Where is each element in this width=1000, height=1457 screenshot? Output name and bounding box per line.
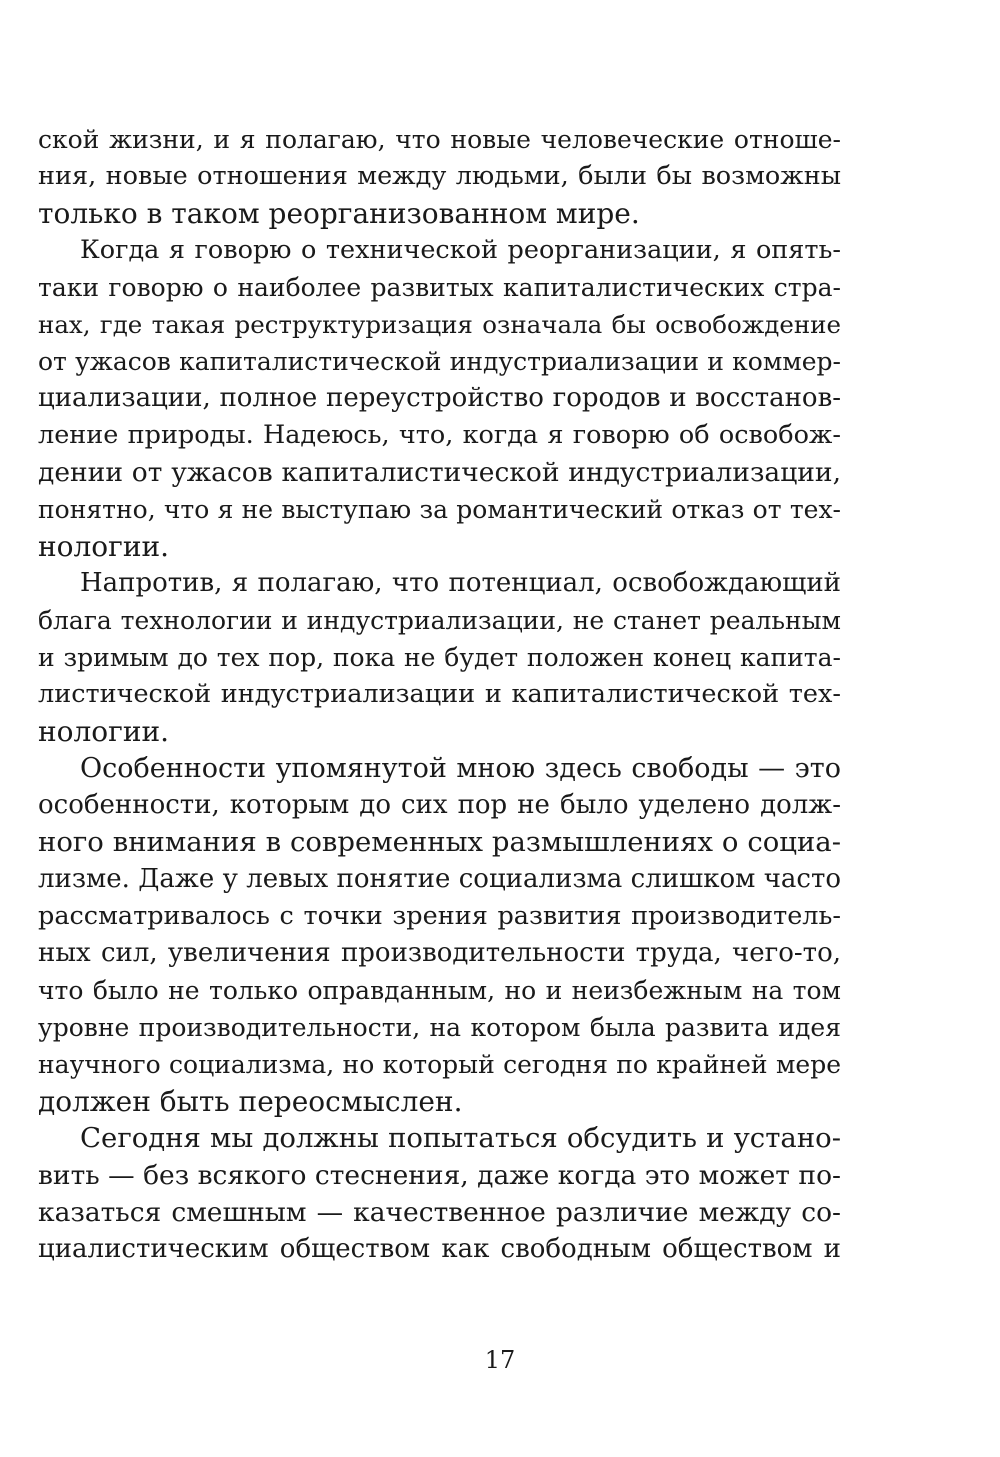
text-line: вить — без всякого стеснения, даже когда это может по- [38,1160,841,1191]
text-line: только в таком реорганизованном мире. [38,197,640,230]
text-line: рассматривалось с точки зрения развития производитель- [38,901,841,931]
text-line: и зримым до тех пор, пока не будет положен конец капита- [38,643,841,672]
text-line: Когда я говорю о технической реорганизации, я опять- [80,235,841,265]
text-line: понятно, что я не выступаю за романтический отказ от тех- [38,495,841,524]
text-line: дении от ужасов капиталистической индустриализации, [38,457,841,488]
text-line: казаться смешным — качественное различие между со- [38,1197,841,1228]
text-line: листической индустриализации и капиталистической тех- [38,679,841,709]
text-line: что было не только оправданным, но и неизбежным на том [38,976,841,1005]
text-line: особенности, которым до сих пор не было уделено долж- [38,790,841,820]
text-line: таки говорю о наиболее развитых капиталистических стра- [38,273,841,302]
text-line: лизме. Даже у левых понятие социализма слишком часто [38,864,841,894]
text-line: ской жизни, и я полагаю, что новые человеческие отноше- [38,125,841,154]
paragraph [38,232,841,565]
text-line: Особенности упомянутой мною здесь свободы — это [80,753,841,784]
text-line: нологии. [38,530,170,563]
text-line: ление природы. Надеюсь, что, когда я говорю об освобож- [38,420,841,450]
text-line: ного внимания в современных размышлениях о социа- [38,826,841,858]
text-line: Напротив, я полагаю, что потенциал, освобождающий [80,568,841,598]
text-line: Сегодня мы должны попытаться обсудить и устано- [80,1122,841,1154]
text-line: ных сил, увеличения производительности труда, чего-то, [38,938,841,968]
paragraph [38,565,841,750]
text-line: должен быть переосмыслен. [38,1085,463,1118]
paragraph [38,121,841,232]
body-text [38,121,841,1268]
text-line: от ужасов капиталистической индустриализации и коммер- [38,347,841,376]
paragraph [38,750,841,1120]
paragraph [38,1120,841,1268]
text-line: нах, где такая реструктуризация означала бы освобождение [38,310,841,339]
text-line: ния, новые отношения между людьми, были бы возможны [38,161,841,191]
text-line: нологии. [38,715,170,748]
text-line: уровне производительности, на котором была развита идея [38,1013,841,1042]
text-line: циализации, полное переустройство городов и восстанов- [38,383,841,413]
page-number: 17 [484,1346,516,1374]
text-line: научного социализма, но который сегодня по крайней мере [38,1050,841,1079]
text-line: блага технологии и индустриализации, не станет реальным [38,606,841,635]
text-line: циалистическим обществом как свободным обществом и [38,1234,841,1264]
